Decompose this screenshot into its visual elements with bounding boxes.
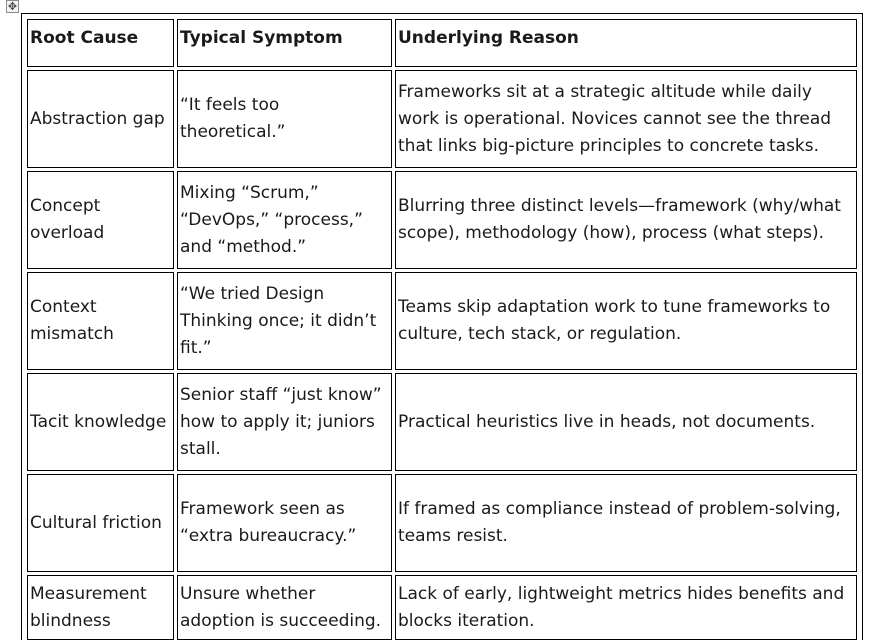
header-root-cause: Root Cause	[27, 19, 174, 67]
header-typical-symptom: Typical Symptom	[177, 19, 392, 67]
cell-typical-symptom: Senior staff “just know” how to apply it; juniors stall.	[177, 373, 392, 471]
table-row	[27, 474, 857, 572]
cell-root-cause: Cultural friction	[27, 474, 174, 572]
cell-typical-symptom: Mixing “Scrum,” “DevOps,” “process,” and “method.”	[177, 171, 392, 269]
table-move-handle-icon[interactable]: ✥	[7, 0, 18, 13]
cell-typical-symptom: Framework seen as “extra bureaucracy.”	[177, 474, 392, 572]
cell-underlying-reason: If framed as compliance instead of problem-solving, teams resist.	[395, 474, 857, 572]
cell-underlying-reason: Teams skip adaptation work to tune frameworks to culture, tech stack, or regulation.	[395, 272, 857, 370]
table-row	[27, 272, 857, 370]
table-row	[27, 575, 857, 640]
table-header-row	[27, 19, 857, 67]
table-row	[27, 70, 857, 168]
cell-root-cause: Tacit knowledge	[27, 373, 174, 471]
cell-root-cause: Concept overload	[27, 171, 174, 269]
header-underlying-reason: Underlying Reason	[395, 19, 857, 67]
table-row	[27, 171, 857, 269]
cell-typical-symptom: “It feels too theoretical.”	[177, 70, 392, 168]
root-cause-table	[21, 13, 863, 640]
table-row	[27, 373, 857, 471]
table-grid	[24, 16, 860, 640]
cell-underlying-reason: Practical heuristics live in heads, not documents.	[395, 373, 857, 471]
cell-root-cause: Measurement blindness	[27, 575, 174, 640]
cell-underlying-reason: Frameworks sit at a strategic altitude while daily work is operational. Novices cannot see the thread that links big-picture principles to concrete tasks.	[395, 70, 857, 168]
cell-underlying-reason: Lack of early, lightweight metrics hides benefits and blocks iteration.	[395, 575, 857, 640]
cell-root-cause: Context mismatch	[27, 272, 174, 370]
cell-underlying-reason: Blurring three distinct levels—framework (why/what scope), methodology (how), process (what steps).	[395, 171, 857, 269]
cell-root-cause: Abstraction gap	[27, 70, 174, 168]
cell-typical-symptom: “We tried Design Thinking once; it didn’t fit.”	[177, 272, 392, 370]
cell-typical-symptom: Unsure whether adoption is succeeding.	[177, 575, 392, 640]
